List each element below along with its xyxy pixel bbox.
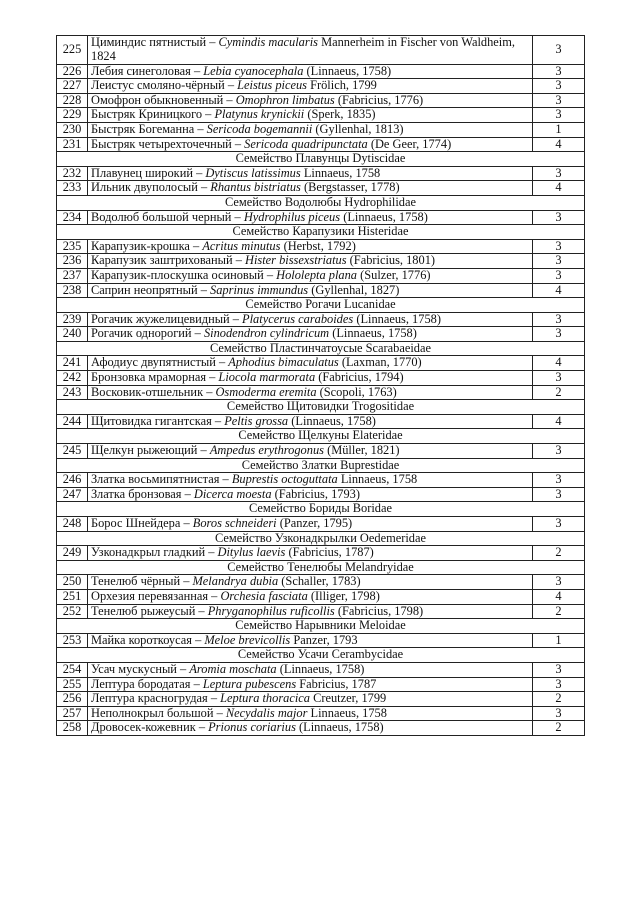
species-row [57,93,585,108]
latin-name: Orchesia fasciata [220,588,308,603]
row-number: 246 [57,473,88,488]
russian-name: Плавунец широкий [91,165,193,180]
species-row [57,181,585,196]
family-name: Семейство Щитовидки Trogositidae [57,400,585,415]
status-category: 2 [533,546,585,561]
family-header-row [57,341,585,356]
russian-name: Майка короткоусая [91,632,192,647]
status-category: 3 [533,108,585,123]
latin-name: Ditylus laevis [217,545,286,560]
russian-name: Щелкун рыжеющий [91,443,198,458]
species-row [57,137,585,152]
status-category: 3 [533,239,585,254]
author-citation: (Fabricius, 1794) [318,370,404,385]
author-citation: (Sulzer, 1776) [360,267,431,282]
russian-name: Быстряк Криницкого [91,107,203,122]
family-name: Семейство Водолюбы Hydrophilidae [57,195,585,210]
russian-name: Карапузик-плоскушка осиновый [91,267,264,282]
family-header-row [57,458,585,473]
row-number: 244 [57,414,88,429]
species-name-cell: Лептура красногрудая – Leptura thoracica Creutzer, 1799 [88,692,533,707]
species-name-cell: Плавунец широкий – Dytiscus latissimus Linnaeus, 1758 [88,166,533,181]
row-number: 248 [57,517,88,532]
russian-name: Узконадкрыл гладкий [91,545,206,560]
status-category: 4 [533,181,585,196]
russian-name: Златка бронзовая [91,486,182,501]
species-name-cell: Рогачик однорогий – Sinodendron cylindricum (Linnaeus, 1758) [88,327,533,342]
row-number: 229 [57,108,88,123]
latin-name: Prionus coriarius [208,720,296,735]
author-citation: (De Geer, 1774) [370,136,452,151]
row-number: 249 [57,546,88,561]
status-category: 2 [533,385,585,400]
row-number: 238 [57,283,88,298]
status-category: 3 [533,166,585,181]
status-category: 3 [533,473,585,488]
status-category: 3 [533,517,585,532]
author-citation: (Panzer, 1795) [279,516,353,530]
family-name: Семейство Усачи Cerambycidae [57,648,585,663]
species-row [57,604,585,619]
latin-name: Acritus minutus [202,238,281,253]
species-name-cell: Быстряк четырехточечный – Sericoda quadripunctata (De Geer, 1774) [88,137,533,152]
species-name-cell: Лептура бородатая – Leptura pubescens Fabricius, 1787 [88,677,533,692]
status-category: 3 [533,662,585,677]
russian-name: Быстряк четырехточечный [91,136,232,151]
species-name-cell: Тенелюб чёрный – Melandrya dubia (Schaller, 1783) [88,575,533,590]
species-row [57,546,585,561]
status-category: 3 [533,327,585,342]
status-category: 2 [533,721,585,736]
species-row [57,283,585,298]
russian-name: Афодиус двупятнистый [91,355,216,370]
russian-name: Рогачик жужелицевидный [91,311,230,326]
family-name: Семейство Пластинчатоусые Scarabaeidae [57,341,585,356]
species-row [57,64,585,79]
species-name-cell: Омофрон обыкновенный – Omophron limbatus (Fabricius, 1776) [88,93,533,108]
status-category: 1 [533,633,585,648]
latin-name: Meloe brevicollis [204,632,291,647]
author-citation: Fabricius, 1787 [299,676,377,691]
family-header-row [57,298,585,313]
latin-name: Liocola marmorata [218,370,316,385]
russian-name: Златка восьмипятнистая [91,472,220,487]
status-category: 3 [533,677,585,692]
family-header-row [57,400,585,415]
status-category: 3 [533,64,585,79]
author-citation: (Fabricius, 1776) [337,92,424,107]
family-name: Семейство Нарывники Meloidae [57,619,585,634]
species-row [57,575,585,590]
russian-name: Усач мускусный [91,661,177,676]
family-name: Семейство Узконадкрылки Oedemeridae [57,531,585,546]
species-row [57,385,585,400]
species-name-cell: Дровосек-кожевник – Prionus coriarius (Linnaeus, 1758) [88,721,533,736]
species-row [57,108,585,123]
author-citation: (Linnaeus, 1758) [332,326,417,341]
status-category: 3 [533,487,585,502]
author-citation: Linnaeus, 1758 [340,472,418,487]
species-name-cell: Афодиус двупятнистый – Aphodius bimaculatus (Laxman, 1770) [88,356,533,371]
row-number: 232 [57,166,88,181]
latin-name: Platynus krynickii [214,107,305,122]
latin-name: Leptura pubescens [202,676,297,691]
status-category: 3 [533,268,585,283]
russian-name: Водолюб большой черный [91,209,232,224]
species-row [57,721,585,736]
latin-name: Sericoda quadripunctata [244,136,368,151]
status-category: 4 [533,356,585,371]
species-name-cell: Леистус смоляно-чёрный – Leistus piceus Frölich, 1799 [88,79,533,94]
row-number: 247 [57,487,88,502]
species-row [57,210,585,225]
latin-name: Buprestis octoguttata [231,472,338,487]
family-name: Семейство Бориды Boridae [57,502,585,517]
species-row [57,677,585,692]
species-row [57,706,585,721]
author-citation: Frölich, 1799 [310,78,377,93]
latin-name: Dicerca moesta [193,486,272,501]
author-citation: Mannerheim in Fischer von Waldheim, 1824 [91,35,515,63]
russian-name: Лептура красногрудая [91,691,208,706]
latin-name: Cymindis macularis [218,35,318,49]
author-citation: Linnaeus, 1758 [310,705,387,720]
author-citation: (Linnaeus, 1758) [343,209,428,224]
species-name-cell: Карапузик заштрихованый – Hister bissexstriatus (Fabricius, 1801) [88,254,533,269]
species-name-cell: Усач мускусный – Aromia moschata (Linnaeus, 1758) [88,662,533,677]
russian-name: Омофрон обыкновенный [91,92,224,107]
family-name: Семейство Златки Buprestidae [57,458,585,473]
latin-name: Hololepta plana [276,267,358,282]
russian-name: Быстряк Богеманна [91,121,195,136]
russian-name: Карапузик заштрихованый [91,253,233,268]
author-citation: (Müller, 1821) [327,443,400,458]
row-number: 236 [57,254,88,269]
russian-name: Орхезия перевязанная [91,588,209,603]
author-citation: Panzer, 1793 [293,632,358,647]
status-category: 2 [533,692,585,707]
author-citation: (Fabricius, 1798) [337,603,424,618]
latin-name: Peltis grossa [224,413,289,428]
russian-name: Восковик-отшельник [91,384,204,399]
author-citation: Linnaeus, 1758 [303,165,381,180]
species-name-cell: Циминдис пятнистый – Cymindis macularis Mannerheim in Fischer von Waldheim, 1824 [88,36,533,65]
species-name-cell: Златка восьмипятнистая – Buprestis octoguttata Linnaeus, 1758 [88,473,533,488]
row-number: 240 [57,327,88,342]
species-row [57,414,585,429]
russian-name: Щитовидка гигантская [91,413,212,428]
species-row [57,79,585,94]
russian-name: Борос Шнейдера [91,516,181,530]
species-name-cell: Тенелюб рыжеусый – Phryganophilus ruficollis (Fabricius, 1798) [88,604,533,619]
russian-name: Рогачик однорогий [91,326,192,341]
latin-name: Phryganophilus ruficollis [207,603,335,618]
status-category: 3 [533,210,585,225]
family-header-row [57,531,585,546]
russian-name: Бронзовка мраморная [91,370,207,385]
russian-name: Саприн неопрятный [91,282,198,297]
author-citation: Creutzer, 1799 [313,691,387,706]
row-number: 234 [57,210,88,225]
row-number: 258 [57,721,88,736]
latin-name: Platycerus caraboides [242,311,354,326]
species-row [57,312,585,327]
species-name-cell: Ильник двуполосый – Rhantus bistriatus (Bergstasser, 1778) [88,181,533,196]
latin-name: Leistus piceus [237,78,307,93]
status-category: 3 [533,36,585,65]
species-name-cell: Майка короткоусая – Meloe brevicollis Panzer, 1793 [88,633,533,648]
row-number: 231 [57,137,88,152]
family-name: Семейство Карапузики Histeridae [57,225,585,240]
species-name-cell: Карапузик-плоскушка осиновый – Hololepta plana (Sulzer, 1776) [88,268,533,283]
species-row [57,444,585,459]
status-category: 3 [533,444,585,459]
species-table-body [57,36,585,736]
status-category: 3 [533,79,585,94]
latin-name: Leptura thoracica [220,691,310,706]
latin-name: Saprinus immundus [210,282,309,297]
family-header-row [57,225,585,240]
latin-name: Osmoderma eremita [215,384,317,399]
author-citation: (Linnaeus, 1758) [279,661,365,676]
russian-name: Лебия синеголовая [91,63,191,78]
status-category: 4 [533,589,585,604]
species-row [57,371,585,386]
row-number: 225 [57,36,88,65]
row-number: 226 [57,64,88,79]
family-name: Семейство Плавунцы Dytiscidae [57,152,585,167]
row-number: 230 [57,122,88,137]
author-citation: (Laxman, 1770) [341,355,422,370]
species-name-cell: Борос Шнейдера – Boros schneideri (Panzer, 1795) [88,517,533,532]
russian-name: Тенелюб рыжеусый [91,603,196,618]
author-citation: (Schaller, 1783) [281,574,361,589]
row-number: 251 [57,589,88,604]
species-row [57,268,585,283]
species-name-cell: Неполнокрыл большой – Necydalis major Linnaeus, 1758 [88,706,533,721]
family-header-row [57,560,585,575]
row-number: 228 [57,93,88,108]
russian-name: Неполнокрыл большой [91,705,214,720]
species-name-cell: Щитовидка гигантская – Peltis grossa (Linnaeus, 1758) [88,414,533,429]
family-name: Семейство Рогачи Lucanidae [57,298,585,313]
latin-name: Dytiscus latissimus [205,165,301,180]
species-row [57,166,585,181]
russian-name: Ильник двуполосый [91,180,198,195]
latin-name: Sericoda bogemannii [206,121,313,136]
species-name-cell: Лебия синеголовая – Lebia cyanocephala (Linnaeus, 1758) [88,64,533,79]
document-page [56,35,585,736]
family-header-row [57,619,585,634]
latin-name: Omophron limbatus [235,92,335,107]
author-citation: (Linnaeus, 1758) [306,63,392,78]
author-citation: (Herbst, 1792) [283,238,356,253]
family-header-row [57,502,585,517]
author-citation: (Fabricius, 1793) [274,486,360,501]
species-name-cell: Восковик-отшельник – Osmoderma eremita (Scopoli, 1763) [88,385,533,400]
latin-name: Necydalis major [225,705,308,720]
author-citation: (Linnaeus, 1758) [291,413,376,428]
species-name-cell: Щелкун рыжеющий – Ampedus erythrogonus (Müller, 1821) [88,444,533,459]
russian-name: Леистус смоляно-чёрный [91,78,225,93]
author-citation: (Illiger, 1798) [310,588,380,603]
family-name: Семейство Тенелюбы Melandryidae [57,560,585,575]
russian-name: Карапузик-крошка [91,238,190,253]
latin-name: Aromia moschata [189,661,277,676]
author-citation: (Linnaeus, 1758) [299,720,384,735]
species-row [57,633,585,648]
row-number: 257 [57,706,88,721]
russian-name: Циминдис пятнистый [91,35,207,49]
status-category: 2 [533,604,585,619]
row-number: 227 [57,79,88,94]
species-name-cell: Саприн неопрятный – Saprinus immundus (Gyllenhal, 1827) [88,283,533,298]
latin-name: Ampedus erythrogonus [209,443,324,458]
row-number: 233 [57,181,88,196]
species-row [57,122,585,137]
status-category: 3 [533,706,585,721]
status-category: 1 [533,122,585,137]
family-header-row [57,195,585,210]
status-category: 3 [533,371,585,386]
family-header-row [57,429,585,444]
species-table [56,35,585,736]
species-row [57,692,585,707]
species-row [57,239,585,254]
species-name-cell: Водолюб большой черный – Hydrophilus piceus (Linnaeus, 1758) [88,210,533,225]
row-number: 253 [57,633,88,648]
author-citation: (Fabricius, 1787) [288,545,374,560]
row-number: 242 [57,371,88,386]
species-name-cell: Быстряк Криницкого – Platynus krynickii (Sperk, 1835) [88,108,533,123]
species-row [57,327,585,342]
species-row [57,517,585,532]
species-name-cell: Быстряк Богеманна – Sericoda bogemannii (Gyllenhal, 1813) [88,122,533,137]
author-citation: (Linnaeus, 1758) [356,311,441,326]
row-number: 237 [57,268,88,283]
family-header-row [57,648,585,663]
row-number: 245 [57,444,88,459]
species-name-cell: Карапузик-крошка – Acritus minutus (Herbst, 1792) [88,239,533,254]
latin-name: Sinodendron cylindricum [203,326,330,341]
species-name-cell: Бронзовка мраморная – Liocola marmorata (Fabricius, 1794) [88,371,533,386]
species-row [57,36,585,65]
russian-name: Лептура бородатая [91,676,191,691]
author-citation: (Bergstasser, 1778) [303,180,400,195]
latin-name: Boros schneideri [192,516,277,530]
latin-name: Melandrya dubia [192,574,279,589]
family-name: Семейство Щелкуны Elateridae [57,429,585,444]
author-citation: (Sperk, 1835) [307,107,376,122]
row-number: 235 [57,239,88,254]
status-category: 3 [533,93,585,108]
author-citation: (Gyllenhal, 1813) [315,121,404,136]
species-name-cell: Златка бронзовая – Dicerca moesta (Fabricius, 1793) [88,487,533,502]
row-number: 256 [57,692,88,707]
latin-name: Lebia cyanocephala [203,63,304,78]
row-number: 239 [57,312,88,327]
species-name-cell: Орхезия перевязанная – Orchesia fasciata (Illiger, 1798) [88,589,533,604]
species-row [57,487,585,502]
author-citation: (Fabricius, 1801) [349,253,436,268]
latin-name: Hister bissexstriatus [245,253,347,268]
latin-name: Aphodius bimaculatus [228,355,339,370]
species-row [57,589,585,604]
author-citation: (Scopoli, 1763) [319,384,397,399]
species-name-cell: Узконадкрыл гладкий – Ditylus laevis (Fabricius, 1787) [88,546,533,561]
species-row [57,356,585,371]
family-header-row [57,152,585,167]
row-number: 243 [57,385,88,400]
latin-name: Rhantus bistriatus [210,180,301,195]
latin-name: Hydrophilus piceus [243,209,341,224]
status-category: 4 [533,283,585,298]
row-number: 254 [57,662,88,677]
status-category: 3 [533,312,585,327]
species-name-cell: Рогачик жужелицевидный – Platycerus caraboides (Linnaeus, 1758) [88,312,533,327]
status-category: 3 [533,254,585,269]
status-category: 4 [533,137,585,152]
status-category: 4 [533,414,585,429]
row-number: 241 [57,356,88,371]
species-row [57,473,585,488]
row-number: 250 [57,575,88,590]
species-row [57,662,585,677]
row-number: 252 [57,604,88,619]
russian-name: Тенелюб чёрный [91,574,181,589]
russian-name: Дровосек-кожевник [91,720,196,735]
author-citation: (Gyllenhal, 1827) [311,282,400,297]
status-category: 3 [533,575,585,590]
species-row [57,254,585,269]
row-number: 255 [57,677,88,692]
